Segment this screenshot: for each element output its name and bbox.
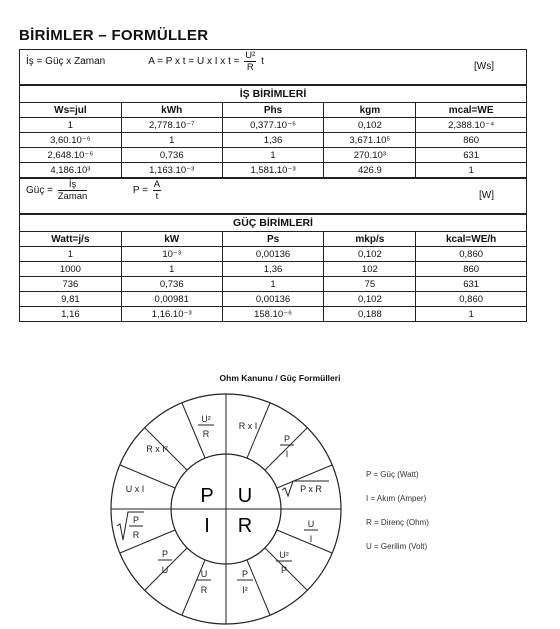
power-label: Güç = [26, 185, 53, 197]
svg-text:P: P [132, 515, 140, 525]
table-cell: 0,102 [324, 118, 416, 133]
table-row [20, 277, 527, 292]
center-u: U [237, 485, 253, 507]
power-formula-den: t [155, 191, 159, 202]
table-cell: 3,671.10⁵ [324, 133, 416, 148]
svg-text:U: U [161, 565, 169, 575]
table-cell: 0,860 [416, 247, 527, 262]
table-cell: 426.9 [324, 163, 416, 179]
svg-text:R: R [132, 530, 140, 540]
table-cell: 1,36 [222, 262, 324, 277]
power-formula-fraction [153, 179, 161, 202]
formula-r-x-i2: R x I² [146, 444, 168, 454]
table-cell: 631 [416, 277, 527, 292]
svg-text:P x R: P x R [300, 484, 322, 494]
legend-voltage: U = Gerilim (Volt) [366, 542, 428, 551]
table-cell: 75 [324, 277, 416, 292]
power-header-cell: kcal=WE/h [416, 232, 527, 247]
table-cell: 270.10³ [324, 148, 416, 163]
power-header-cell: Watt=j/s [20, 232, 122, 247]
table-cell: 1,16.10⁻³ [121, 307, 222, 322]
table-cell: 2,388.10⁻⁴ [416, 118, 527, 133]
table-cell: 1 [121, 133, 222, 148]
table-row [20, 247, 527, 262]
formula-u-x-i: U x I [125, 484, 145, 494]
table-cell: 1,36 [222, 133, 324, 148]
power-rows [20, 247, 527, 322]
work-formula: A = P x t = U x I x t = [148, 56, 240, 68]
svg-text:U: U [307, 519, 315, 529]
table-cell: 1 [121, 262, 222, 277]
svg-text:U: U [200, 569, 208, 579]
svg-text:R: R [202, 429, 210, 439]
work-header-cell: kWh [121, 103, 222, 118]
table-cell: 860 [416, 133, 527, 148]
table-cell: 158.10⁻⁶ [222, 307, 324, 322]
table-cell: 0,00136 [222, 292, 324, 307]
table-cell: 1,163.10⁻³ [121, 163, 222, 179]
legend-current: I = Akım (Amper) [366, 494, 427, 503]
table-cell: 0,00981 [121, 292, 222, 307]
svg-text:R: R [200, 585, 208, 595]
power-unit: [W] [479, 190, 494, 201]
work-header-cell: mcal=WE [416, 103, 527, 118]
work-section-title: İŞ BİRİMLERİ [20, 85, 527, 103]
work-formula-suffix: t [261, 56, 264, 68]
svg-text:P: P [280, 565, 288, 575]
power-fraction [58, 179, 88, 202]
svg-text:U²: U² [279, 550, 289, 560]
svg-text:P: P [161, 549, 169, 559]
table-cell: 1 [20, 118, 122, 133]
work-header-row [20, 103, 527, 118]
power-formula: P = [132, 185, 148, 197]
power-formula-row [20, 178, 527, 214]
wheel-legend [366, 470, 429, 566]
svg-text:I²: I² [242, 585, 248, 595]
legend-power: P = Güç (Watt) [366, 470, 419, 479]
center-r: R [237, 515, 253, 537]
wheel-caption: Ohm Kanunu / Güç Formülleri [219, 373, 341, 383]
svg-text:I: I [285, 449, 289, 459]
center-i: I [204, 515, 210, 537]
work-fraction [244, 50, 256, 73]
ohm-wheel [95, 392, 365, 626]
table-cell: 1 [20, 247, 122, 262]
table-row [20, 307, 527, 322]
work-rows [20, 118, 527, 179]
table-cell: 631 [416, 148, 527, 163]
work-frac-den: R [246, 62, 254, 73]
svg-text:U²: U² [201, 414, 211, 424]
formula-r-x-i: R x I [238, 421, 258, 431]
table-cell: 4,186.10³ [20, 163, 122, 179]
table-cell: 0,102 [324, 247, 416, 262]
table-row [20, 118, 527, 133]
table-row [20, 133, 527, 148]
work-formula-row [20, 50, 527, 86]
table-cell: 0,188 [324, 307, 416, 322]
power-header-row [20, 232, 527, 247]
work-header-cell: kgm [324, 103, 416, 118]
svg-text:I: I [309, 534, 313, 544]
table-cell: 0,860 [416, 292, 527, 307]
table-row [20, 148, 527, 163]
table-cell: 9,81 [20, 292, 122, 307]
table-cell: 102 [324, 262, 416, 277]
power-header-cell: mkp/s [324, 232, 416, 247]
work-header-cell: Ws=jul [20, 103, 122, 118]
table-cell: 2,648.10⁻⁶ [20, 148, 122, 163]
table-cell: 1000 [20, 262, 122, 277]
table-cell: 10⁻³ [121, 247, 222, 262]
table-cell: 0,736 [121, 277, 222, 292]
center-p: P [200, 485, 214, 507]
table-cell: 1,16 [20, 307, 122, 322]
table-cell: 1,581.10⁻³ [222, 163, 324, 179]
power-section-title: GÜÇ BİRİMLERİ [20, 214, 527, 232]
svg-text:P: P [283, 434, 291, 444]
table-cell: 1 [222, 148, 324, 163]
table-cell: 0,00136 [222, 247, 324, 262]
table-row [20, 262, 527, 277]
table-row [20, 292, 527, 307]
table-cell: 1 [222, 277, 324, 292]
svg-text:P: P [241, 569, 249, 579]
power-header-cell: Ps [222, 232, 324, 247]
table-cell: 860 [416, 262, 527, 277]
table-cell: 0,736 [121, 148, 222, 163]
page-title: BİRİMLER – FORMÜLLER [19, 27, 209, 44]
table-cell: 0,377.10⁻⁶ [222, 118, 324, 133]
table-row [20, 163, 527, 179]
power-header-cell: kW [121, 232, 222, 247]
units-table [19, 49, 527, 322]
power-frac-num: İş [58, 179, 88, 191]
table-cell: 736 [20, 277, 122, 292]
table-cell: 3,60.10⁻⁶ [20, 133, 122, 148]
legend-resistance: R = Direnç (Ohm) [366, 518, 429, 527]
power-formula-num: A [153, 179, 161, 190]
work-label: İş = Güç x Zaman [26, 56, 106, 68]
table-cell: 2,778.10⁻⁷ [121, 118, 222, 133]
work-header-cell: Phs [222, 103, 324, 118]
power-frac-den: Zaman [57, 191, 88, 202]
table-cell: 1 [416, 307, 527, 322]
work-frac-num: U² [245, 50, 256, 61]
table-cell: 1 [416, 163, 527, 179]
table-cell: 0,102 [324, 292, 416, 307]
work-unit: [Ws] [474, 61, 494, 72]
